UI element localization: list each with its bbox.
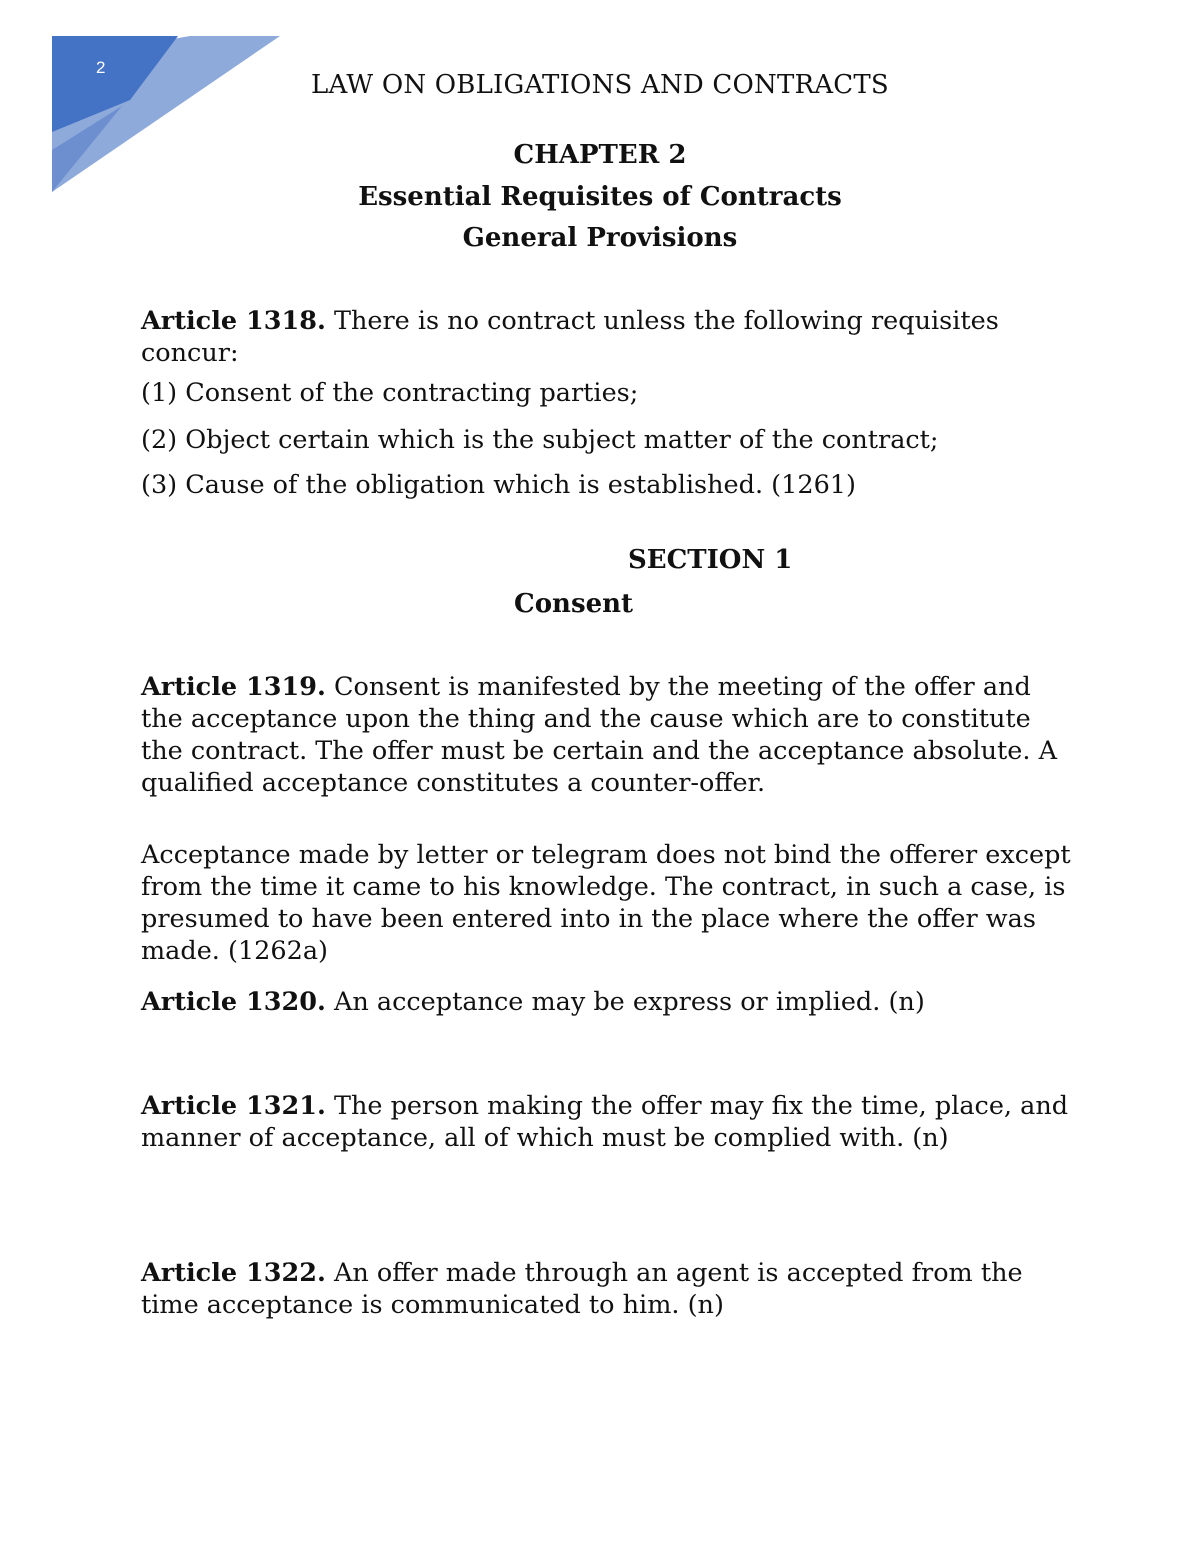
article-text: An acceptance may be express or implied. (n) (325, 987, 925, 1017)
section-title: Consent (514, 589, 634, 619)
document-title: LAW ON OBLIGATIONS AND CONTRACTS (311, 70, 889, 100)
article-text: The person making the offer may fix the time, place, and manner of acceptance, all of which must be complied with. (n) (141, 1091, 1069, 1153)
section-label: SECTION 1 (628, 545, 793, 575)
article-label: Article 1322. (141, 1258, 326, 1288)
article-label: Article 1321. (141, 1091, 326, 1121)
list-item: (1) Consent of the contracting parties; (141, 378, 639, 408)
list-item: (3) Cause of the obligation which is established. (1261) (141, 470, 856, 500)
article-1321 (141, 1090, 1071, 1154)
list-item: (2) Object certain which is the subject matter of the contract; (141, 425, 939, 455)
article-1318 (141, 305, 1071, 369)
chapter-subtitle: Essential Requisites of Contracts (358, 182, 842, 212)
article-text: Consent is manifested by the meeting of the offer and the acceptance upon the thing and the cause which are to constitute the contract. The offer must be certain and the acceptance absolute. A qualified acceptance constitutes a counter-offer. (141, 672, 1058, 798)
page-number: 2 (96, 58, 106, 77)
chapter-label: CHAPTER 2 (513, 140, 687, 170)
article-label: Article 1318. (141, 306, 326, 336)
general-provisions-heading: General Provisions (462, 223, 738, 253)
article-label: Article 1320. (141, 987, 326, 1017)
article-1320 (141, 986, 1071, 1018)
article-1322 (141, 1257, 1071, 1321)
article-1319 (141, 671, 1071, 799)
article-label: Article 1319. (141, 672, 326, 702)
article-1319-paragraph-2: Acceptance made by letter or telegram does not bind the offerer except from the time it came to his knowledge. The contract, in such a case, is presumed to have been entered into in the place where the offer was made. (1262a) (141, 840, 1071, 966)
article-text: There is no contract unless the following requisites concur: (141, 306, 999, 368)
article-text: An offer made through an agent is accepted from the time acceptance is communicated to him. (n) (141, 1258, 1023, 1320)
